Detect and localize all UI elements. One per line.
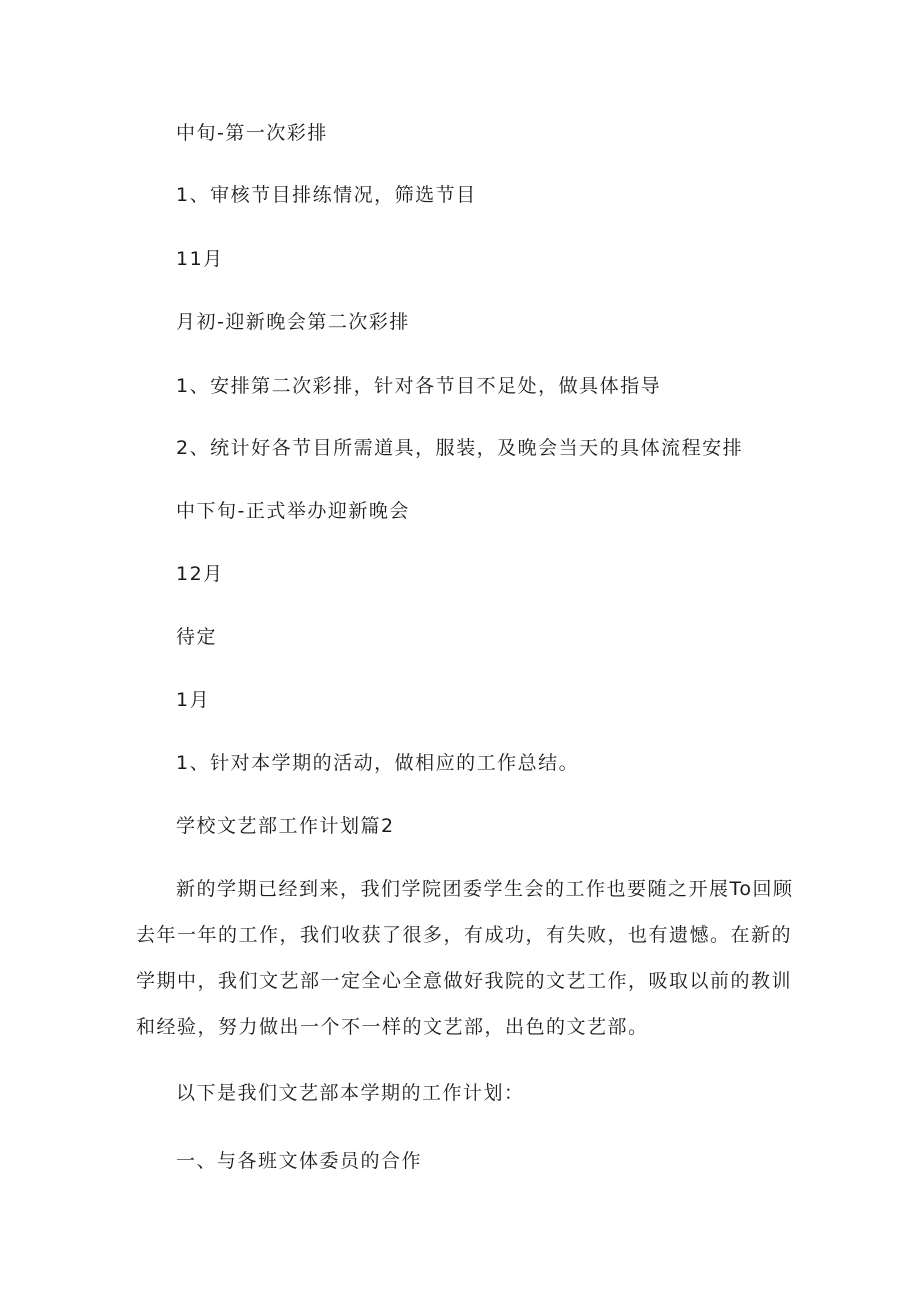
paragraph-line: 去年一年的工作，我们收获了很多，有成功，有失败，也有遗憾。在新的 bbox=[136, 924, 793, 946]
section-title: 学校文艺部工作计划篇2 bbox=[176, 815, 395, 837]
schedule-heading-early-month: 月初-迎新晚会第二次彩排 bbox=[176, 311, 410, 333]
schedule-item: 1、针对本学期的活动，做相应的工作总结。 bbox=[176, 752, 580, 774]
paragraph-line: 和经验，努力做出一个不一样的文艺部，出色的文艺部。 bbox=[136, 1016, 649, 1038]
schedule-heading-mid-month: 中旬-第一次彩排 bbox=[176, 122, 328, 144]
schedule-note: 待定 bbox=[176, 626, 218, 648]
subsection-heading: 一、与各班文体委员的合作 bbox=[176, 1150, 423, 1172]
schedule-item: 1、审核节目排练情况，筛选节目 bbox=[176, 184, 477, 206]
paragraph-line: 新的学期已经到来，我们学院团委学生会的工作也要随之开展To回顾 bbox=[176, 878, 794, 900]
intro-line: 以下是我们文艺部本学期的工作计划： bbox=[176, 1082, 525, 1104]
schedule-heading-late-month: 中下旬-正式举办迎新晚会 bbox=[176, 500, 410, 522]
month-heading-january: 1月 bbox=[176, 689, 211, 711]
month-heading-december: 12月 bbox=[176, 563, 224, 585]
schedule-item: 1、安排第二次彩排，针对各节目不足处，做具体指导 bbox=[176, 375, 662, 397]
paragraph-line: 学期中，我们文艺部一定全心全意做好我院的文艺工作，吸取以前的教训 bbox=[136, 970, 793, 992]
month-heading-november: 11月 bbox=[176, 248, 224, 270]
schedule-item: 2、统计好各节目所需道具，服装，及晚会当天的具体流程安排 bbox=[176, 437, 744, 459]
